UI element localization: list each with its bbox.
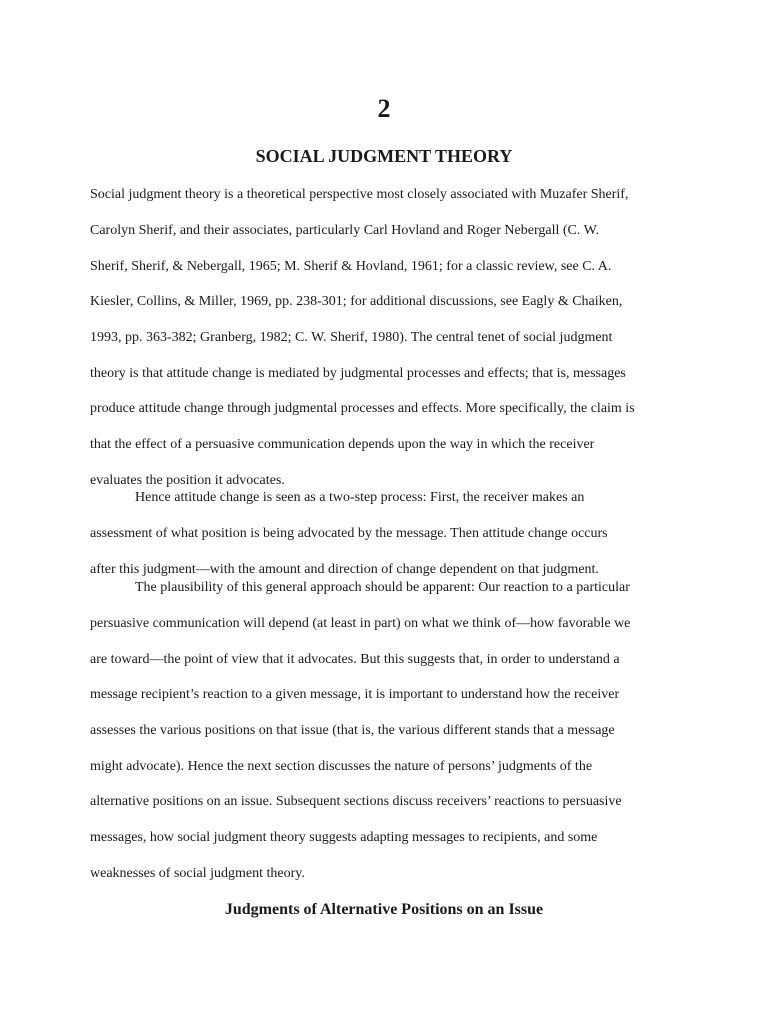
paragraph-line: messages, how social judgment theory suggests adapting messages to recipients, and some [90,830,598,845]
paragraph-line: Social judgment theory is a theoretical perspective most closely associated with Muzafer Sherif, [90,187,629,202]
paragraph-line: 1993, pp. 363-382; Granberg, 1982; C. W. Sherif, 1980). The central tenet of social judgment [90,330,613,345]
paragraph-line: Sherif, Sherif, & Nebergall, 1965; M. Sherif & Hovland, 1961; for a classic review, see C. A. [90,259,612,274]
paragraph-line: Carolyn Sherif, and their associates, particularly Carl Hovland and Roger Nebergall (C. W. [90,223,600,238]
paragraph-line: Kiesler, Collins, & Miller, 1969, pp. 238-301; for additional discussions, see Eagly & Chaiken, [90,294,623,309]
paragraph-line: produce attitude change through judgmental processes and effects. More specifically, the claim is [90,401,635,416]
paragraph-line: evaluates the position it advocates. [90,473,285,488]
paragraph-line: theory is that attitude change is mediated by judgmental processes and effects; that is, messages [90,366,626,381]
paragraph-line: assessment of what position is being advocated by the message. Then attitude change occurs [90,526,608,541]
paragraph-line: might advocate). Hence the next section discusses the nature of persons’ judgments of the [90,759,593,774]
paragraph-line: persuasive communication will depend (at least in part) on what we think of—how favorable we [90,616,631,631]
paragraph-line: are toward—the point of view that it advocates. But this suggests that, in order to understand a [90,652,620,667]
chapter-number: 2 [377,94,391,123]
paragraph-line: assesses the various positions on that issue (that is, the various different stands that a message [90,723,615,738]
paragraph-line: after this judgment—with the amount and direction of change dependent on that judgment. [90,562,599,577]
paragraph-line: message recipient’s reaction to a given message, it is important to understand how the receiver [90,687,620,702]
paragraph-line: that the effect of a persuasive communication depends upon the way in which the receiver [90,437,595,452]
section-heading: Judgments of Alternative Positions on an Issue [224,901,544,918]
chapter-title: SOCIAL JUDGMENT THEORY [255,146,513,166]
paragraph-line: alternative positions on an issue. Subsequent sections discuss receivers’ reactions to persuasive [90,794,622,809]
paragraph-line: Hence attitude change is seen as a two-step process: First, the receiver makes an [135,490,585,505]
paragraph-line: weaknesses of social judgment theory. [90,866,305,881]
paragraph-line: The plausibility of this general approach should be apparent: Our reaction to a particular [135,580,630,595]
